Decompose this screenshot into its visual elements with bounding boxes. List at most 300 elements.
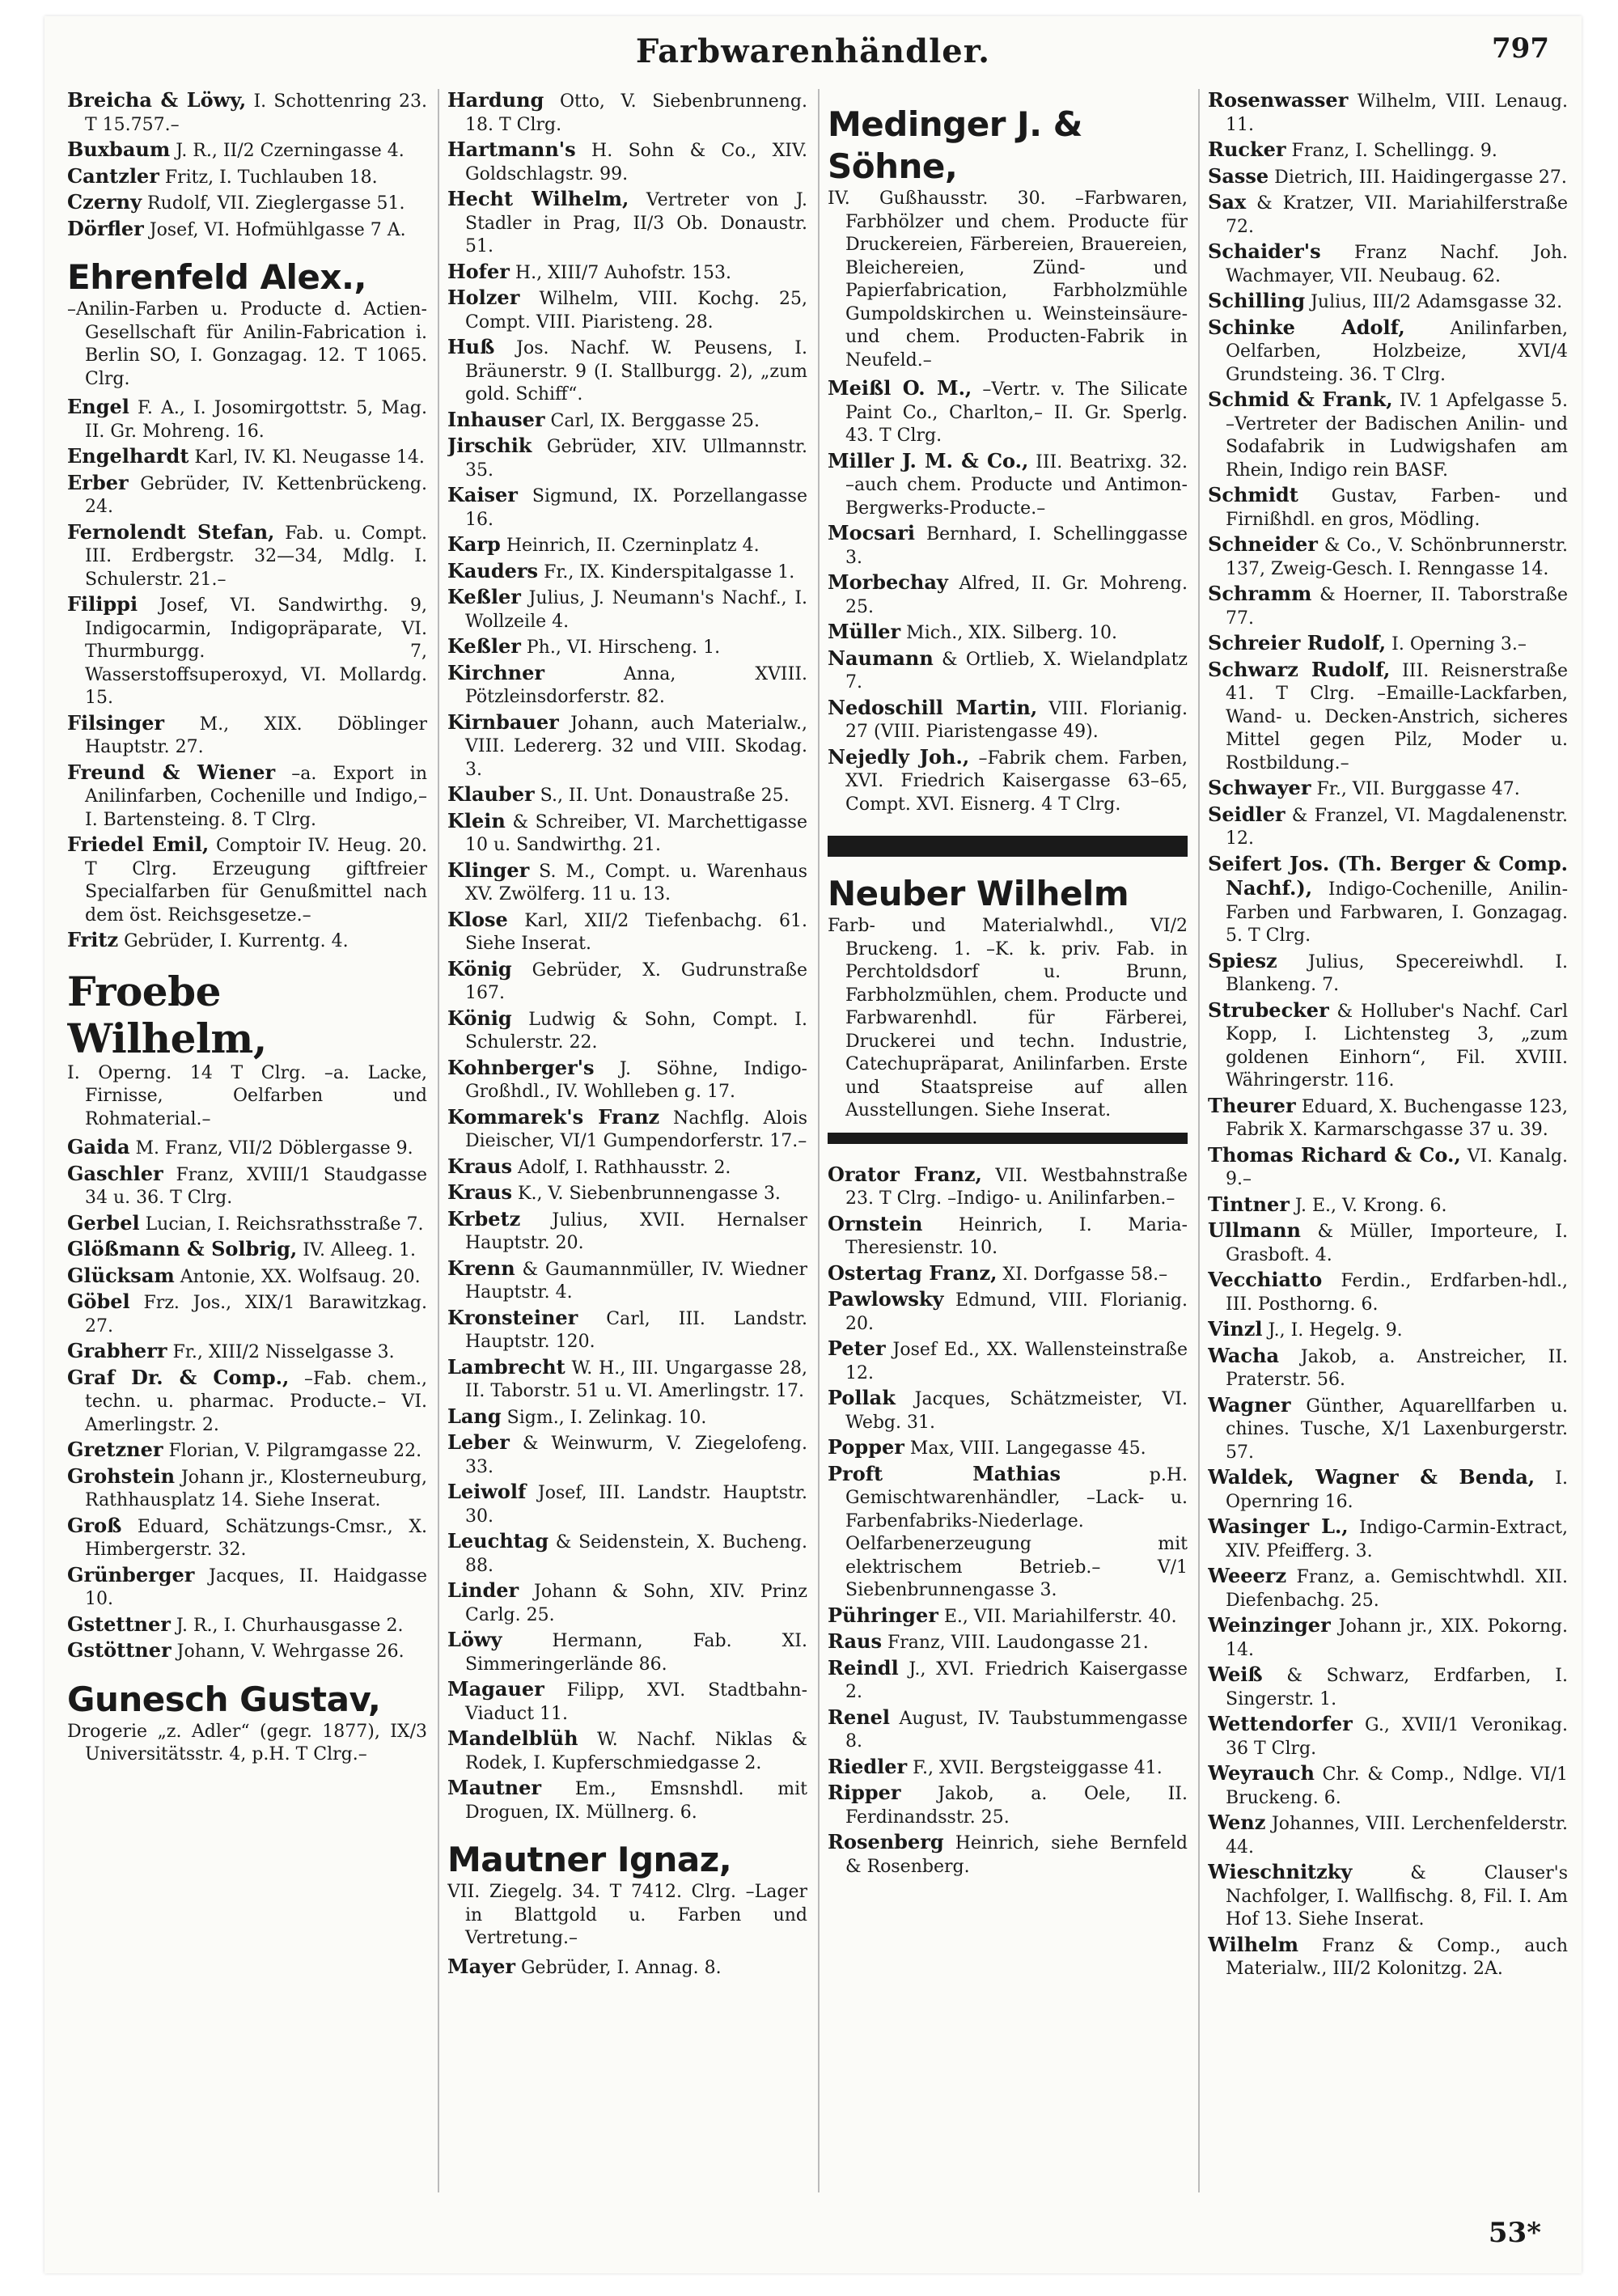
entry-name: Rosenberg xyxy=(828,1830,944,1853)
directory-entry xyxy=(447,533,807,558)
directory-entry xyxy=(1208,1934,1568,1981)
entry-details: Anna, XVIII. Pötzleinsdorferstr. 82. xyxy=(465,663,807,707)
entry-name: Fernolendt Stefan, xyxy=(67,519,275,544)
directory-entry xyxy=(67,1514,427,1562)
advertisement-text: Drogerie „z. Adler“ (gegr. 1877), IX/3 Universitätsstr. 4, p.H. T Clrg.– xyxy=(67,1721,427,1764)
entry-details: Heinrich, I. Maria-Theresienstr. 10. xyxy=(845,1214,1188,1258)
directory-entry xyxy=(828,1288,1188,1336)
entry-name: Mayer xyxy=(447,1954,515,1978)
entry-name: Wettendorfer xyxy=(1208,1712,1353,1735)
column-1 xyxy=(67,89,427,2192)
entry-name: Meißl O. M., xyxy=(828,376,972,400)
entry-name: Kraus xyxy=(447,1180,513,1204)
directory-entry xyxy=(447,1530,807,1578)
entry-name: Freund & Wiener xyxy=(67,760,276,784)
entry-details: G., XVII/1 Veronikag. 36 T Clrg. xyxy=(1226,1715,1568,1759)
directory-entry xyxy=(67,929,427,954)
entry-details: Sigm., I. Zelinkag. 10. xyxy=(501,1407,707,1428)
entry-name: Seidler xyxy=(1208,802,1286,826)
directory-entry xyxy=(447,261,807,286)
directory-entry xyxy=(67,1366,427,1438)
entry-details: & Holluber's Nachf. Carl Kopp, I. Lichtensteg 3, „zum goldenen Einhorn“, Fil. XVIII. Währingerstr. 116. xyxy=(1226,1001,1568,1091)
entry-details: & Ortlieb, X. Wielandplatz 7. xyxy=(845,649,1188,693)
directory-entry xyxy=(1208,803,1568,851)
entry-name: Müller xyxy=(828,620,901,643)
entry-name: Gaschler xyxy=(67,1161,163,1185)
entry-details: Günther, Aquarellfarben u. chines. Tusche, X/1 Laxenburgerstr. 57. xyxy=(1226,1396,1568,1463)
entry-details: & Hoerner, II. Taborstraße 77. xyxy=(1226,585,1568,629)
entry-name: Klose xyxy=(447,907,508,931)
directory-entry xyxy=(447,1481,807,1528)
directory-entry xyxy=(828,1387,1188,1434)
entry-name: Pawlowsky xyxy=(828,1287,944,1311)
entry-details: I. Opernring 16. xyxy=(1226,1468,1568,1512)
entry-name: Breicha & Löwy, xyxy=(67,89,247,112)
entry-details: Josef, III. Landstr. Hauptstr. 30. xyxy=(465,1483,807,1527)
directory-entry xyxy=(1208,1713,1568,1760)
entry-name: Hartmann's xyxy=(447,138,576,161)
directory-entry xyxy=(828,1436,1188,1461)
entry-name: Klein xyxy=(447,808,506,832)
entry-details: J. R., II/2 Czerningasse 4. xyxy=(170,141,404,161)
entry-name: Holzer xyxy=(447,286,520,309)
advertisement-entry xyxy=(828,873,1188,1123)
entry-name: Grünberger xyxy=(67,1562,195,1586)
entry-name: Schilling xyxy=(1208,289,1306,312)
entry-details: Jakob, a. Anstreicher, II. Praterstr. 56. xyxy=(1226,1346,1568,1390)
directory-entry xyxy=(1208,582,1568,630)
entry-details: Jacques, II. Haidgasse 10. xyxy=(85,1565,427,1609)
entry-name: Rosenwasser xyxy=(1208,89,1349,112)
entry-name: Engel xyxy=(67,395,129,418)
advertisement-text: Farb- und Materialwhdl., VI/2 Bruckeng. 1. –K. k. priv. Fab. in Perchtoldsdorf u. Brunn, Farbholzmühlen, chem. Producte und Farbwarenhdl. für Färberei, Druckerei und techn. Industrie, Catechupräparat, Anilinfarben. Erste und Staatspreise auf allen Ausstellungen. Siehe Inserat. xyxy=(828,916,1188,1120)
entry-details: Franz, XVIII/1 Staudgasse 34 u. 36. T Clrg. xyxy=(85,1164,427,1208)
entry-name: Gaida xyxy=(67,1135,130,1159)
entry-details: Heinrich, siehe Bernfeld & Rosenberg. xyxy=(845,1833,1188,1877)
advertisement-text: IV. Gußhausstr. 30. –Farbwaren, Farbhölzer und chem. Producte für Druckereien, Färbereien, Brauereien, Bleichereien, Zünd- und Papierfabrication, Farbholzmühle Gumpoldskirchen u. Weinsteinsäure- und chem. Producten-Fabrik in Neufeld.– xyxy=(828,189,1188,371)
directory-entry xyxy=(67,191,427,216)
entry-details: VIII. Florianig. 27 (VIII. Piaristengasse 49). xyxy=(845,698,1188,742)
entry-details: Florian, V. Pilgramgasse 22. xyxy=(163,1441,422,1461)
directory-entry xyxy=(67,712,427,760)
entry-name: Vinzl xyxy=(1208,1317,1263,1341)
entry-details: Chr. & Comp., Ndlge. VI/1 Bruckeng. 6. xyxy=(1226,1764,1568,1808)
entry-details: J., I. Hegelg. 9. xyxy=(1262,1320,1403,1341)
directory-entry xyxy=(447,286,807,334)
entry-name: Buxbaum xyxy=(67,138,171,161)
directory-entry xyxy=(67,1264,427,1290)
directory-entry xyxy=(1208,659,1568,776)
entry-name: Popper xyxy=(828,1435,904,1459)
entry-name: Schmidt xyxy=(1208,483,1298,506)
entry-details: M. Franz, VII/2 Döblergasse 9. xyxy=(129,1138,413,1159)
advertisement-text: I. Operng. 14 T Clrg. –a. Lacke, Firnisse, Oelfarben und Rohmaterial.– xyxy=(67,1062,427,1129)
entry-details: & Schwarz, Erdfarben, I. Singerstr. 1. xyxy=(1226,1666,1568,1709)
entry-name: Sax xyxy=(1208,190,1247,214)
entry-name: Spiesz xyxy=(1208,948,1277,972)
entry-name: Tintner xyxy=(1208,1192,1290,1216)
directory-entry xyxy=(447,1579,807,1627)
entry-details: IV. 1 Apfelgasse 5. –Vertreter der Badischen Anilin- und Sodafabrik in Ludwigshafen am Rhein, Indigo rein BASF. xyxy=(1226,391,1568,481)
directory-entry xyxy=(1208,89,1568,137)
entry-details: Comptoir IV. Heug. 20. T Clrg. Erzeugung giftfreier Specialfarben für Genußmittel nach dem öst. Reichsgesetze.– xyxy=(85,836,427,926)
directory-entry xyxy=(828,1163,1188,1211)
directory-entry xyxy=(1208,950,1568,998)
entry-name: Huß xyxy=(447,335,495,358)
directory-entry xyxy=(447,1955,807,1980)
entry-details: Johann jr., Klosterneuburg, Rathhausplatz 14. Siehe Inserat. xyxy=(85,1467,427,1510)
ad-separator-bar xyxy=(828,1133,1188,1144)
entry-name: Lambrecht xyxy=(447,1354,565,1379)
page-title: Farbwarenhändler. xyxy=(635,32,991,70)
entry-details: XI. Dorfgasse 58.– xyxy=(997,1264,1168,1285)
entry-details: Fab. u. Compt. III. Erdbergstr. 32—34, Mdlg. I. Schulerstr. 21.– xyxy=(85,523,427,590)
entry-name: Mocsari xyxy=(828,521,916,544)
directory-entry xyxy=(447,909,807,956)
entry-details: J. Söhne, Indigo-Großhdl., IV. Wohlleben g. 17. xyxy=(465,1058,807,1102)
entry-name: Schwarz Rudolf, xyxy=(1208,657,1391,681)
directory-entry xyxy=(1208,1762,1568,1810)
directory-entry xyxy=(447,1678,807,1726)
entry-details: Fr., IX. Kinderspitalgasse 1. xyxy=(538,561,795,582)
entry-details: Fr., XIII/2 Nisselgasse 3. xyxy=(167,1342,395,1362)
directory-entry xyxy=(67,1564,427,1612)
directory-entry xyxy=(1208,1219,1568,1267)
directory-entry xyxy=(447,1257,807,1305)
entry-details: Indigo-Carmin-Extract, XIV. Pfeifferg. 3. xyxy=(1226,1518,1568,1561)
entry-name: Groß xyxy=(67,1513,122,1537)
entry-details: Jakob, a. Oele, II. Ferdinandsstr. 25. xyxy=(845,1784,1188,1828)
entry-name: Kaiser xyxy=(447,483,518,506)
entry-details: Karl, XII/2 Tiefenbachg. 61. Siehe Inserat. xyxy=(465,910,807,954)
advertisement-name: Neuber Wilhelm xyxy=(828,874,1129,913)
directory-entry xyxy=(447,586,807,633)
page-number: 797 xyxy=(1492,32,1549,65)
directory-entry xyxy=(447,1356,807,1404)
entry-details: Bernhard, I. Schellinggasse 3. xyxy=(845,524,1188,568)
column-rule xyxy=(1198,89,1200,2192)
entry-details: Carl, IX. Berggasse 25. xyxy=(544,410,760,431)
entry-name: Seifert Jos. (Th. Berger & Comp. Nachf.), xyxy=(1208,851,1568,900)
entry-name: Wagner xyxy=(1208,1392,1291,1417)
directory-entry xyxy=(828,450,1188,521)
entry-details: Ludwig & Sohn, Compt. I. Schulerstr. 22. xyxy=(465,1009,807,1053)
entry-details: & Franzel, VI. Magdalenenstr. 12. xyxy=(1226,805,1568,849)
entry-name: Krenn xyxy=(447,1256,515,1280)
entry-name: Ornstein xyxy=(828,1211,923,1235)
entry-details: Lucian, I. Reichsrathsstraße 7. xyxy=(139,1214,424,1235)
entry-name: Schinke Adolf, xyxy=(1208,315,1405,339)
entry-details: Gebrüder, I. Annag. 8. xyxy=(515,1957,722,1978)
entry-name: Grabherr xyxy=(67,1339,167,1362)
directory-entry xyxy=(1208,999,1568,1093)
entry-name: Cantzler xyxy=(67,163,159,188)
entry-details: Nachflg. Alois Dieischer, VI/1 Gumpendorferstr. 17.– xyxy=(465,1108,807,1151)
entry-name: Schwayer xyxy=(1208,776,1311,799)
directory-entry xyxy=(1208,1811,1568,1859)
entry-details: Dietrich, III. Haidingergasse 27. xyxy=(1269,167,1567,188)
directory-entry xyxy=(447,138,807,186)
directory-entry xyxy=(447,1629,807,1676)
entry-name: Kommarek's Franz xyxy=(447,1104,660,1129)
entry-name: Nedoschill Martin, xyxy=(828,695,1038,719)
entry-details: J., XVI. Friedrich Kaisergasse 2. xyxy=(845,1658,1188,1702)
directory-entry xyxy=(67,1438,427,1464)
entry-name: Leuchtag xyxy=(447,1529,549,1553)
directory-entry xyxy=(828,1463,1188,1603)
entry-details: III. Reisnerstraße 41. T Clrg. –Emaille-Lackfarben, Wand- u. Decken-Anstrich, sicheres Mittel gegen Pilz, Moder u. Rostbildung.– xyxy=(1226,660,1568,773)
entry-details: Eduard, X. Buchengasse 123, Fabrik X. Karmarschgasse 37 u. 39. xyxy=(1226,1096,1568,1140)
entry-name: Kohnberger's xyxy=(447,1055,595,1079)
entry-details: Gustav, Farben- und Firnißhdl. en gros, Mödling. xyxy=(1226,486,1568,530)
entry-name: Sasse xyxy=(1208,163,1269,188)
entry-details: Antonie, XX. Wolfsaug. 20. xyxy=(174,1266,421,1287)
directory-entry xyxy=(67,833,427,927)
directory-entry xyxy=(828,697,1188,744)
entry-details: Josef Ed., XX. Wallensteinstraße 12. xyxy=(845,1340,1188,1383)
directory-entry xyxy=(67,593,427,710)
entry-name: Nejedly Joh., xyxy=(828,744,970,769)
directory-entry xyxy=(447,711,807,782)
entry-details: Johann, auch Materialw., VIII. Ledererg. 32 und VIII. Skodag. 3. xyxy=(465,713,807,780)
entry-details: Karl, IV. Kl. Neugasse 14. xyxy=(188,447,425,468)
directory-entry xyxy=(447,1777,807,1824)
entry-name: Fritz xyxy=(67,928,119,951)
entry-details: Ferdin., Erdfarben-hdl., III. Posthorng. 6. xyxy=(1226,1271,1568,1315)
advertisement-name: Ehrenfeld Alex., xyxy=(67,257,366,297)
column-rule xyxy=(438,89,439,2192)
entry-details: Johann & Sohn, XIV. Prinz Carlg. 25. xyxy=(465,1582,807,1625)
directory-page xyxy=(44,16,1582,2273)
directory-entry xyxy=(1208,1269,1568,1316)
entry-name: Hecht Wilhelm, xyxy=(447,187,629,210)
entry-name: Hofer xyxy=(447,259,510,283)
entry-name: Engelhardt xyxy=(67,444,189,468)
entry-name: Keßler xyxy=(447,585,521,608)
entry-name: Gretzner xyxy=(67,1438,163,1461)
entry-name: Renel xyxy=(828,1705,891,1729)
entry-name: Glücksam xyxy=(67,1263,175,1287)
directory-entry xyxy=(828,1657,1188,1705)
entry-name: Ostertag Franz, xyxy=(828,1260,997,1285)
entry-details: & Gaumannmüller, IV. Wiedner Hauptstr. 4. xyxy=(465,1259,807,1303)
entry-details: Heinrich, II. Czerninplatz 4. xyxy=(500,536,760,556)
entry-name: Schramm xyxy=(1208,582,1312,605)
entry-name: Göbel xyxy=(67,1290,130,1313)
entry-details: –a. Export in Anilinfarben, Cochenille und Indigo,– I. Bartensteing. 8. T Clrg. xyxy=(85,763,427,830)
directory-entry xyxy=(447,958,807,1006)
entry-name: Theurer xyxy=(1208,1093,1296,1117)
entry-details: p.H. Gemischtwarenhändler, –Lack- u. Farbenfabriks-Niederlage. Oelfarbenerzeugung mit elektrischem Betrieb.– V/1 Siebenbrunnengasse 3. xyxy=(845,1464,1188,1600)
entry-name: Weyrauch xyxy=(1208,1761,1315,1785)
entry-name: Krbetz xyxy=(447,1206,521,1231)
advertisement-entry xyxy=(67,968,427,1132)
directory-entry xyxy=(67,165,427,190)
directory-entry xyxy=(1208,1861,1568,1932)
entry-name: Pühringer xyxy=(828,1603,938,1627)
entry-details: IV. Alleeg. 1. xyxy=(297,1240,416,1260)
entry-details: E., VII. Mariahilferstr. 40. xyxy=(938,1606,1177,1627)
entry-name: Wieschnitzky xyxy=(1208,1860,1353,1883)
entry-name: Karp xyxy=(447,532,501,556)
entry-name: Dörfler xyxy=(67,216,144,240)
entry-details: & Weinwurm, V. Ziegelofeng. 33. xyxy=(465,1434,807,1477)
entry-details: Josef, VI. Hofmühlgasse 7 A. xyxy=(143,219,406,240)
directory-entry xyxy=(1208,290,1568,315)
entry-name: Hardung xyxy=(447,89,544,112)
directory-entry xyxy=(1208,316,1568,388)
directory-entry xyxy=(447,409,807,434)
directory-entry xyxy=(447,188,807,259)
entry-name: Naumann xyxy=(828,646,934,670)
directory-entry xyxy=(1208,388,1568,482)
advertisement-entry xyxy=(447,1839,807,1951)
directory-entry xyxy=(447,635,807,660)
directory-entry xyxy=(1208,1614,1568,1662)
entry-details: Adolf, I. Rathhausstr. 2. xyxy=(512,1157,731,1178)
directory-entry xyxy=(447,336,807,407)
directory-entry xyxy=(828,1831,1188,1879)
directory-entry xyxy=(828,1337,1188,1385)
entry-details: F., XVII. Bergsteiggasse 41. xyxy=(907,1757,1163,1778)
entry-details: Sigmund, IX. Porzellangasse 16. xyxy=(465,486,807,530)
entry-name: Rucker xyxy=(1208,138,1286,161)
ad-separator-bar xyxy=(828,836,1188,857)
entry-name: Inhauser xyxy=(447,407,545,431)
entry-details: & Kratzer, VII. Mariahilferstraße 72. xyxy=(1226,193,1568,237)
entry-details: Johann, V. Wehrgasse 26. xyxy=(171,1642,404,1662)
entry-name: Weinzinger xyxy=(1208,1613,1331,1637)
entry-name: Kronsteiner xyxy=(447,1305,578,1329)
entry-name: Schreier Rudolf, xyxy=(1208,631,1387,654)
directory-entry xyxy=(1208,632,1568,657)
directory-entry xyxy=(1208,1144,1568,1192)
entry-name: Leber xyxy=(447,1430,510,1454)
entry-details: –Vertr. v. The Silicate Paint Co., Charlton,– II. Gr. Sperlg. 43. T Clrg. xyxy=(845,379,1188,446)
directory-entry xyxy=(67,138,427,163)
entry-name: Kauders xyxy=(447,558,539,582)
entry-details: Rudolf, VII. Zieglergasse 51. xyxy=(142,193,405,214)
entry-details: H. Sohn & Co., XIV. Goldschlagstr. 99. xyxy=(465,141,807,184)
entry-details: Fritz, I. Tuchlauben 18. xyxy=(159,167,378,188)
directory-entry xyxy=(67,1290,427,1338)
entry-details: Fr., VII. Burggasse 47. xyxy=(1311,779,1520,799)
entry-details: Otto, V. Siebenbrunneng. 18. T Clrg. xyxy=(465,91,807,135)
advertisement-text: –Anilin-Farben u. Producte d. Actien-Gesellschaft für Anilin-Fabrication i. Berlin SO, I. Gonzagag. 12. T 1065. Clrg. xyxy=(67,299,427,389)
entry-details: Vertreter von J. Stadler in Prag, II/3 Ob. Donaustr. 51. xyxy=(465,190,807,256)
entry-details: Alfred, II. Gr. Mohreng. 25. xyxy=(845,574,1188,617)
entry-details: Johannes, VIII. Lerchenfelderstr. 44. xyxy=(1226,1814,1568,1858)
directory-entry xyxy=(67,1613,427,1638)
directory-entry xyxy=(67,1136,427,1161)
entry-name: Weiß xyxy=(1208,1663,1263,1686)
entry-name: Kirchner xyxy=(447,660,545,684)
entry-details: Wilhelm, VIII. Lenaug. 11. xyxy=(1226,91,1568,135)
entry-name: Jirschik xyxy=(447,434,532,457)
entry-name: Wilhelm xyxy=(1208,1932,1298,1956)
directory-entry xyxy=(1208,191,1568,239)
directory-entry xyxy=(828,377,1188,448)
entry-details: Franz Nachf. Joh. Wachmayer, VII. Neubaug. 62. xyxy=(1226,243,1568,286)
entry-name: Strubecker xyxy=(1208,998,1329,1022)
directory-entry xyxy=(67,445,427,470)
entry-details: Frz. Jos., XIX/1 Barawitzkag. 27. xyxy=(85,1293,427,1337)
entry-details: August, IV. Taubstummengasse 8. xyxy=(845,1708,1188,1752)
directory-entry xyxy=(1208,1515,1568,1563)
advertisement-text: VII. Ziegelg. 34. T 7412. Clrg. –Lager in Blattgold u. Farben und Vertretung.– xyxy=(447,1882,807,1948)
entry-details: J. E., V. Krong. 6. xyxy=(1289,1195,1447,1216)
entry-details: Julius, Specereiwhdl. I. Blankeng. 7. xyxy=(1226,951,1568,995)
directory-entry xyxy=(828,1262,1188,1287)
entry-name: Wenz xyxy=(1208,1811,1266,1834)
entry-name: Weeerz xyxy=(1208,1564,1287,1587)
entry-name: Friedel Emil, xyxy=(67,832,210,856)
directory-entry xyxy=(1208,533,1568,581)
directory-entry xyxy=(828,1781,1188,1829)
directory-entry xyxy=(828,1604,1188,1629)
entry-name: Schmid & Frank, xyxy=(1208,388,1393,411)
directory-entry xyxy=(1208,1193,1568,1218)
entry-name: Filsinger xyxy=(67,710,165,735)
directory-entry xyxy=(447,484,807,532)
directory-entry xyxy=(67,218,427,243)
entry-name: Schneider xyxy=(1208,532,1318,556)
directory-entry xyxy=(67,1212,427,1237)
entry-details: Filipp, XVI. Stadtbahn-Viaduct 11. xyxy=(465,1680,807,1724)
advertisement-name: Froebe Wilhelm, xyxy=(67,967,267,1062)
directory-entry xyxy=(447,1307,807,1354)
directory-entry xyxy=(828,621,1188,646)
entry-name: Thomas Richard & Co., xyxy=(1208,1142,1461,1167)
directory-entry xyxy=(447,1405,807,1430)
entry-name: König xyxy=(447,1006,512,1030)
entry-details: Julius, III/2 Adamsgasse 32. xyxy=(1305,292,1563,312)
entry-details: J. R., I. Churhausgasse 2. xyxy=(170,1615,404,1636)
directory-entry xyxy=(1208,1345,1568,1392)
entry-name: Morbechay xyxy=(828,570,948,594)
entry-details: Gebrüder, I. Kurrentg. 4. xyxy=(118,931,349,951)
entry-details: Gebrüder, IV. Kettenbrückeng. 24. xyxy=(85,473,427,517)
directory-entry xyxy=(828,647,1188,695)
column-rule xyxy=(818,89,820,2192)
directory-entry xyxy=(447,89,807,137)
entry-details: VII. Westbahnstraße 23. T Clrg. –Indigo- u. Anilinfarben.– xyxy=(845,1165,1188,1209)
entry-name: Magauer xyxy=(447,1677,544,1701)
entry-details: Anilinfarben, Oelfarben, Holzbeize, XVI/4 Grundsteing. 36. T Clrg. xyxy=(1226,318,1568,385)
entry-name: Erber xyxy=(67,470,129,494)
entry-name: Gerbel xyxy=(67,1210,140,1235)
entry-name: Orator Franz, xyxy=(828,1162,982,1186)
directory-entry xyxy=(828,571,1188,619)
column-4 xyxy=(1208,89,1568,2192)
entry-name: Reindl xyxy=(828,1655,899,1680)
entry-details: VI. Kanalg. 9.– xyxy=(1226,1146,1568,1189)
entry-details: Jos. Nachf. W. Peusens, I. Bräunerstr. 9 (I. Stallburgg. 2), „zum gold. Schiff“. xyxy=(465,338,807,405)
entry-name: Riedler xyxy=(828,1754,908,1778)
directory-entry xyxy=(1208,853,1568,948)
directory-entry xyxy=(447,1431,807,1479)
directory-entry xyxy=(828,1756,1188,1781)
entry-details: Franz, I. Schellingg. 9. xyxy=(1286,141,1497,161)
directory-entry xyxy=(447,1057,807,1104)
entry-name: Graf Dr. & Comp., xyxy=(67,1365,290,1389)
advertisement-entry xyxy=(67,256,427,391)
entry-name: Wasinger L., xyxy=(1208,1514,1349,1538)
directory-entry xyxy=(67,1465,427,1513)
entry-details: S. M., Compt. u. Warenhaus XV. Zwölferg. 11 u. 13. xyxy=(465,861,807,904)
entry-name: Vecchiatto xyxy=(1208,1268,1323,1291)
entry-details: Hermann, Fab. XI. Simmeringerlände 86. xyxy=(465,1631,807,1675)
